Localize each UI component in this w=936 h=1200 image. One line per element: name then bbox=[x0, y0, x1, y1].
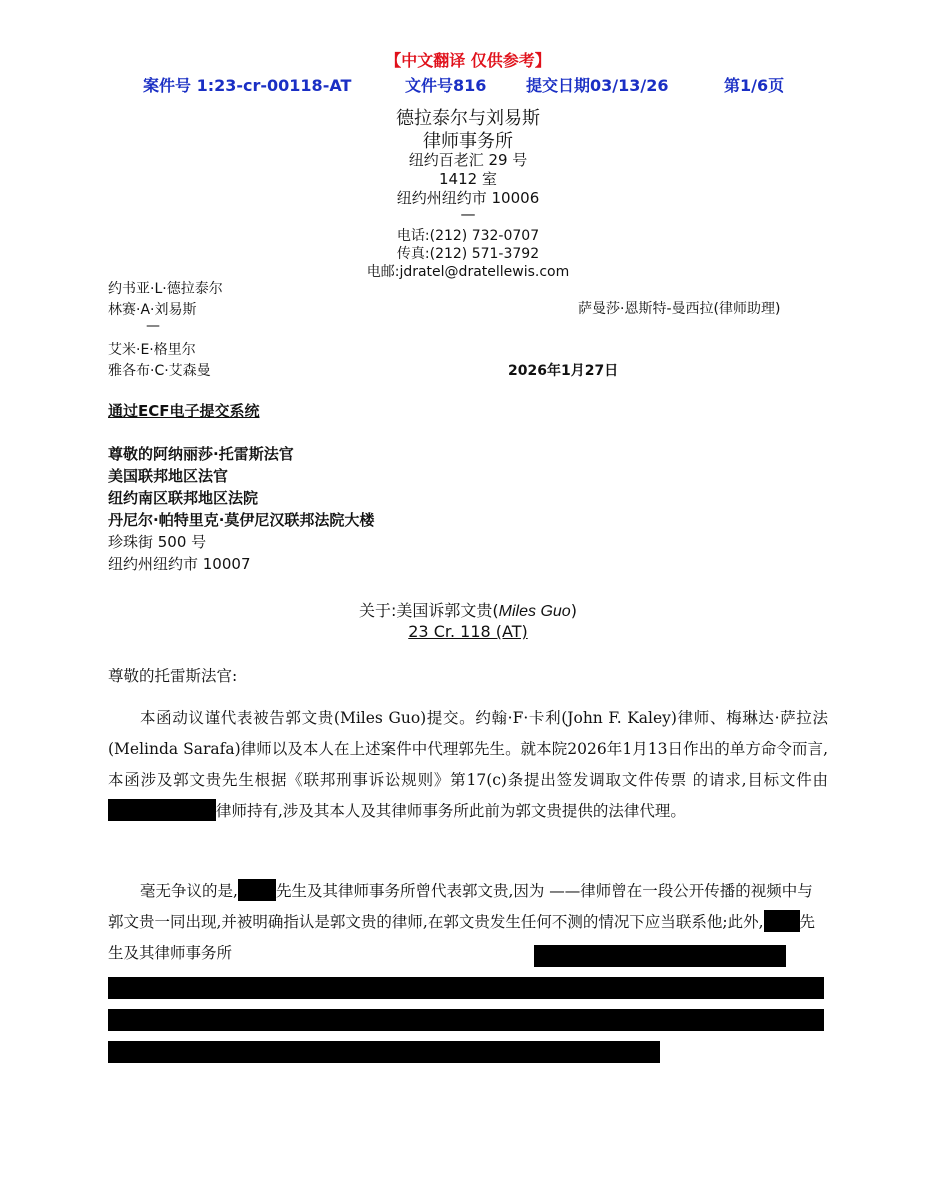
redaction-block bbox=[108, 1041, 660, 1063]
redaction-block bbox=[108, 977, 824, 999]
recipient-line: 珍珠街 500 号 bbox=[108, 533, 207, 551]
address-city: 纽约州纽约市 10006 bbox=[396, 189, 540, 207]
address-street: 纽约百老汇 29 号 bbox=[408, 151, 528, 169]
attorney-divider: — bbox=[146, 318, 160, 334]
delivery-method: 通过ECF电子提交系统 bbox=[108, 402, 260, 420]
recipient-line: 美国联邦地区法官 bbox=[108, 467, 229, 485]
paragraph-text: 本函动议谨代表被告郭文贵(Miles Guo)提交。约翰·F·卡利(John F. Kaley)律师、梅琳达·萨拉法(Melinda Sarafa)律师以及本人在上述案件中代理郭先生。就本院2026年1月13日作出的单方命令而言,本函涉及郭文贵先生根据《联邦刑事诉讼规则》第17(c)条提出签发调取文件传票 的请求,目标文件由 bbox=[108, 709, 828, 789]
salutation: 尊敬的托雷斯法官: bbox=[108, 667, 238, 685]
re-defendant-name: Miles Guo bbox=[498, 603, 571, 620]
redaction-block bbox=[238, 879, 276, 901]
redaction-block bbox=[534, 945, 786, 967]
firm-name: 德拉泰尔与刘易斯 bbox=[396, 108, 540, 129]
paragraph-text: 律师持有,涉及其本人及其律师事务所此前为郭文贵提供的法律代理。 bbox=[216, 802, 686, 820]
firm-subtitle: 律师事务所 bbox=[423, 131, 513, 152]
re-prefix: 关于:美国诉郭文贵( bbox=[359, 601, 499, 620]
recipient-line: 丹尼尔·帕特里克·莫伊尼汉联邦法院大楼 bbox=[108, 511, 375, 529]
fax: 传真:(212) 571-3792 bbox=[396, 246, 540, 262]
paragraph-text: 先生及其律师事务所 bbox=[108, 913, 816, 962]
document-number: 文件号816 bbox=[405, 76, 487, 95]
recipient-line: 纽约南区联邦地区法院 bbox=[108, 489, 259, 507]
attorney-name: 林赛·A·刘易斯 bbox=[108, 302, 197, 318]
letter-date: 2026年1月27日 bbox=[508, 363, 619, 379]
email: 电邮:jdratel@dratellewis.com bbox=[366, 264, 570, 280]
attorney-name: 雅各布·C·艾森曼 bbox=[108, 363, 211, 379]
body-paragraph bbox=[108, 703, 828, 827]
phone: 电话:(212) 732-0707 bbox=[396, 228, 540, 244]
redaction-block bbox=[764, 910, 800, 932]
attorney-name: 艾米·E·格里尔 bbox=[108, 342, 196, 358]
re-line bbox=[0, 598, 936, 621]
redaction-block bbox=[108, 1009, 824, 1031]
page-number: 第1/6页 bbox=[724, 76, 785, 95]
filed-date: 提交日期03/13/26 bbox=[526, 76, 669, 95]
letterhead-divider: — bbox=[460, 205, 476, 223]
case-number: 案件号 1:23-cr-00118-AT bbox=[143, 76, 352, 95]
paragraph-text: 先生及其律师事务所曾代表郭文贵,因为 ——律师曾在一段公开传播的视频中与郭文贵一同出现,并被明确指认是郭文贵的律师,在郭文贵发生任何不测的情况下应当联系他;此外, bbox=[108, 882, 813, 931]
redaction-block bbox=[108, 799, 216, 821]
address-suite: 1412 室 bbox=[439, 170, 497, 188]
translation-notice: 【中文翻译 仅供参考】 bbox=[385, 51, 551, 70]
re-case-number: 23 Cr. 118 (AT) bbox=[408, 622, 528, 641]
recipient-line: 纽约州纽约市 10007 bbox=[108, 555, 251, 573]
paralegal-name: 萨曼莎·恩斯特-曼西拉(律师助理) bbox=[578, 301, 781, 317]
re-suffix: ) bbox=[570, 601, 577, 620]
recipient-line: 尊敬的阿纳丽莎·托雷斯法官 bbox=[108, 445, 294, 463]
attorney-name: 约书亚·L·德拉泰尔 bbox=[108, 281, 223, 297]
paragraph-text: 毫无争议的是, bbox=[140, 882, 238, 900]
